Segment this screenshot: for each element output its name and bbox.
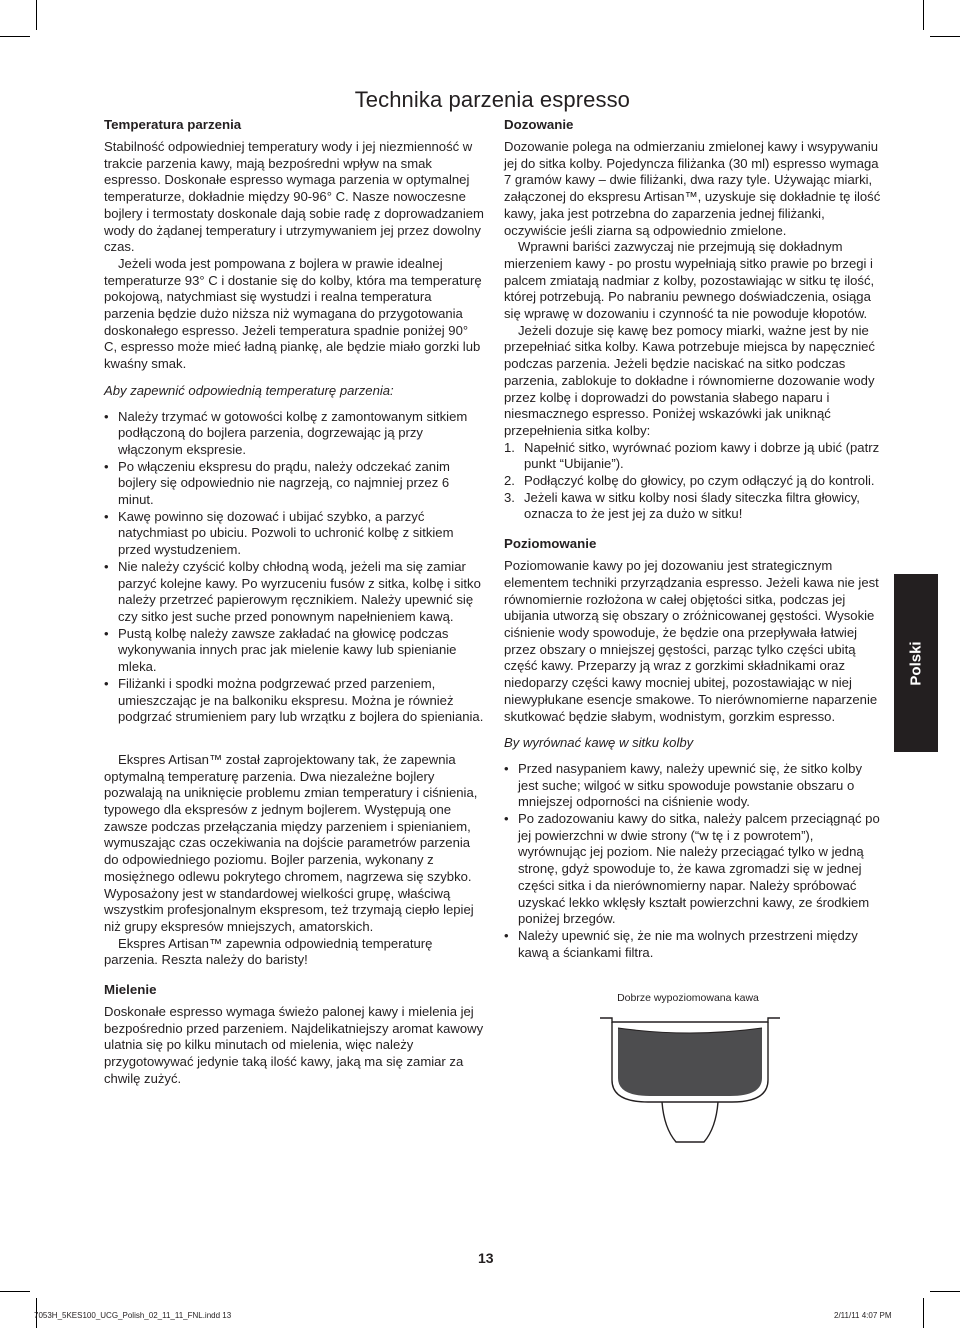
paragraph: Ekspres Artisan™ zapewnia odpowiednią temperaturę parzenia. Reszta należy do baristy! [104,935,433,968]
list-item: • Filiżanki i spodki można podgrzewać przed parzeniem, umieszczając je na balkoniku ekspresu. Można je również podgrzać strumieniem pary lub wrzątku z bojlera do spieniania. [104,676,484,726]
section-heading-leveling: Poziomowanie [504,536,597,552]
list-item [504,490,884,523]
list-item: • Przed nasypaniem kawy, należy upewnić się, że sitko kolby jest suche; wilgoć w sitku spowoduje powstanie obszaru o mniejszej odporności na ciśnienie wody. [504,761,884,811]
crop-mark-top-right-vertical [923,0,924,30]
section-heading-temperature: Temperatura parzenia [104,117,242,132]
list-item [504,473,884,490]
list-number: 2. [504,473,515,489]
list-item-text: Jeżeli kawa w sitku kolby nosi ślady siteczka filtra głowicy, oznacza to że jest jej za dużo w sitku! [524,489,860,522]
crop-mark-top-right-horizontal [930,36,960,37]
subheading-leveling-tips: By wyrównać kawę w sitku kolby [504,735,694,751]
list-item: • Kawę powinno się dozować i ubijać szybko, a parzyć natychmiast po ubiciu. Pozwoli to uchronić kolbę z sitkiem przed wystudzeniem. [104,509,484,559]
leveled-coffee-diagram [598,1010,782,1150]
language-tab [894,574,938,752]
paragraph: Ekspres Artisan™ został zaprojektowany tak, że zapewnia optymalną temperaturę parzenia. Dwa niezależne bojlery pozwalają na uniknięcie problemu zmian temperatury i ciśnienia, typowego dla ekspresów z jednym bojlerem. Występują one zawsze podczas przełączania między parzeniem i spienianiem, wymuszając czas oczekiwania na dojście parametrów parzenia do odpowiedniego poziomu. Bojler parzenia, wykonany z mosiężnego odlewu pokrytego chromem, nagrzewa się szybko. Wyposażony jest w standardowej wielkości grupę, właściwą wszystkim profesjonalnym ekspresom, też trzymają ciepło lepiej niż grupy ekspresów mniejszych, amatorskich. [104,751,478,934]
list-item: • Nie należy czyścić kolby chłodną wodą, jeżeli ma się zamiar parzyć kolejne kawy. Po wyrzuceniu fusów z sitka, kolbę i sitko należy przetrzeć papierowym ręcznikiem. Należy upewnić się czy sitko jest suche przed ponownym napełnieniem kawą. [104,559,484,626]
list-item: • Pustą kolbę należy zawsze zakładać na głowicę podczas wykonywania innych prac jak mielenie kawy lub spienianie mleka. [104,626,484,676]
language-tab-label: Polski [907,640,925,686]
paragraph: Jeżeli dozuje się kawę bez pomocy miarki, ważne jest by nie przepełniać sitka kolby. Kawa potrzebuje miejsca by napęcznieć podczas parzenia. Jeżeli będzie naciskać na sitko podczas parzenia, zablokuje to dokładne i równomierne dozowanie wody przez kolbę i doprowadzi do powstania słabego naparu i niesmacznego espresso. Poniżej wskazówki jak uniknąć przepełnienia sitka kolby: [504,322,875,438]
paragraph: Dozowanie polega na odmierzaniu zmielonej kawy i wsypywaniu jej do sitka kolby. Pojedyncza filiżanka (30 ml) espresso wymaga 7 gramów kawy – dwie filiżanki, dwa razy tyle. Używając miarki, załączonej do ekspresu Artisan™, uzyskuje się dokładnie tę ilość kawy, jaka jest potrzebna do zaparzenia jednej filiżanki, oczywiście jeśli ziarna są odpowiednio zmielone. [504,139,881,238]
footer-file-name: 7053H_5KES100_UCG_Polish_02_11_11_FNL.indd 13 [34,1311,232,1320]
bullet-list-temperature [104,409,484,726]
crop-mark-bottom-right-vertical [923,1298,924,1328]
crop-mark-bottom-right-horizontal [930,1291,960,1292]
list-item: • Należy trzymać w gotowości kolbę z zamontowanym sitkiem podłączoną do bojlera parzenia, dogrzewając ją przy włączonym ekspresie. [104,409,484,459]
footer-timestamp: 2/11/11 4:07 PM [834,1311,892,1320]
paragraph: Jeżeli woda jest pompowana z bojlera w prawie idealnej temperaturze 93° C i dostanie się do kolby, która ma temperaturę pokojową, natychmiast się wystudzi i realna temperatura parzenia będzie dużo niższa niż wymagana do przygotowania doskonałego espresso. Jeżeli temperatura spadnie poniżej 90° C, espresso może mieć ładną piankę, ale będzie miało gorzki lub kwaśny smak. [104,255,482,372]
page-title: Technika parzenia espresso [354,86,630,112]
subheading-temperature-tips: Aby zapewnić odpowiednią temperaturę parzenia: [104,382,394,398]
list-item-text: Napełnić sitko, wyrównać poziom kawy i dobrze ją ubić (patrz punkt “Ubijanie”). [524,439,880,472]
list-item: • Należy upewnić się, że nie ma wolnych przestrzeni między kawą a ściankami filtra. [504,928,884,961]
section-heading-grinding: Mielenie [104,982,157,998]
left-column [104,116,484,1088]
coffee-grounds-fill [618,1028,762,1096]
paragraph: Wprawni bariści zazwyczaj nie przejmują się dokładnym mierzeniem kawy - po prostu wypełniają sitko prawie po brzegi i palcem zmiatają nadmiar z kolby, pozostawiając w sitku tę ilość, której potrzebują. Po nabraniu pewnego doświadczenia, osiąga się wprawę w dozowaniu i czynność ta nie powoduje kłopotów. [504,239,875,322]
list-item [504,440,884,473]
paragraph: Poziomowanie kawy po jej dozowaniu jest strategicznym elementem techniki przyrządzania espresso. Jeżeli kawa nie jest równomiernie rozłożona w całej objętości sitka, podczas jej ubijania utworzą się obszary o zróżnicowanej gęstości. Wysokie ciśnienie wody spowoduje, że będzie ona przepływała łatwiej przez obszary o mniejszej gęstości, parząc tylko części ubitą część kawy. Przeparzy ją wraz z gorzkimi składnikami oraz niedoparzy części kawy mocniej ubitej, pozostawiając w niej niewypłukane esencje smakowe. To nierównomierne naparzenie skutkować będzie słabym, wodnistym, gorzkim espresso. [504,558,879,724]
list-item: • Po zadozowaniu kawy do sitka, należy palcem przeciągnąć po jej powierzchni w dwie strony (“w tę i z powrotem”), wyrównując jej poziom. Nie należy przeciągać tylko w jedną stronę, gdyż spowoduje to, że kawa zgromadzi się w jednej części sitka i da nierównomierny napar. Należy spróbować uzyskać lekko wklęsły kształt powierzchni kawy, ze środkiem poniżej brzegów. [504,811,884,928]
list-number: 3. [504,489,515,505]
list-item-text: Podłączyć kolbę do głowicy, po czym odłączyć ją do kontroli. [524,473,875,489]
right-column [504,116,884,961]
page-number: 13 [478,1250,494,1266]
diagram-caption: Dobrze wypoziomowana kawa [617,992,759,1004]
list-number: 1. [504,439,515,455]
paragraph: Stabilność odpowiedniej temperatury wody i jej niezmienność w trakcie parzenia kawy, mają bezpośredni wpływ na smak espresso. Doskonałe espresso wymaga parzenia w optymalnej temperaturze, dokładnie między 90-96° C. Nasze nowoczesne bojlery i termostaty doskonale dają sobie radę z doprowadzaniem wody do żądanej temperatury i utrzymywaniem jej przez dowolny czas. [104,139,484,255]
list-item: • Po włączeniu ekspresu do prądu, należy odczekać zanim bojlery się odpowiednio nie nagrzeją, co najmniej przez 6 minut. [104,459,484,509]
paragraph: Doskonałe espresso wymaga świeżo palonej kawy i mielenia jej bezpośrednio przed parzeniem. Najdelikatniejszy aromat kawowy ulatnia się po kilku minutach od mielenia, więc należy przygotowywać jedynie taką ilość kawy, jaką ma się zamiar za chwilę zużyć. [104,1004,484,1086]
crop-mark-bottom-left-horizontal [0,1291,30,1292]
section-heading-dosing: Dozowanie [504,117,574,132]
numbered-list-dosing [504,440,884,524]
crop-mark-top-left-vertical [36,0,37,30]
bullet-list-leveling [504,761,884,961]
crop-mark-top-left-horizontal [0,36,30,37]
